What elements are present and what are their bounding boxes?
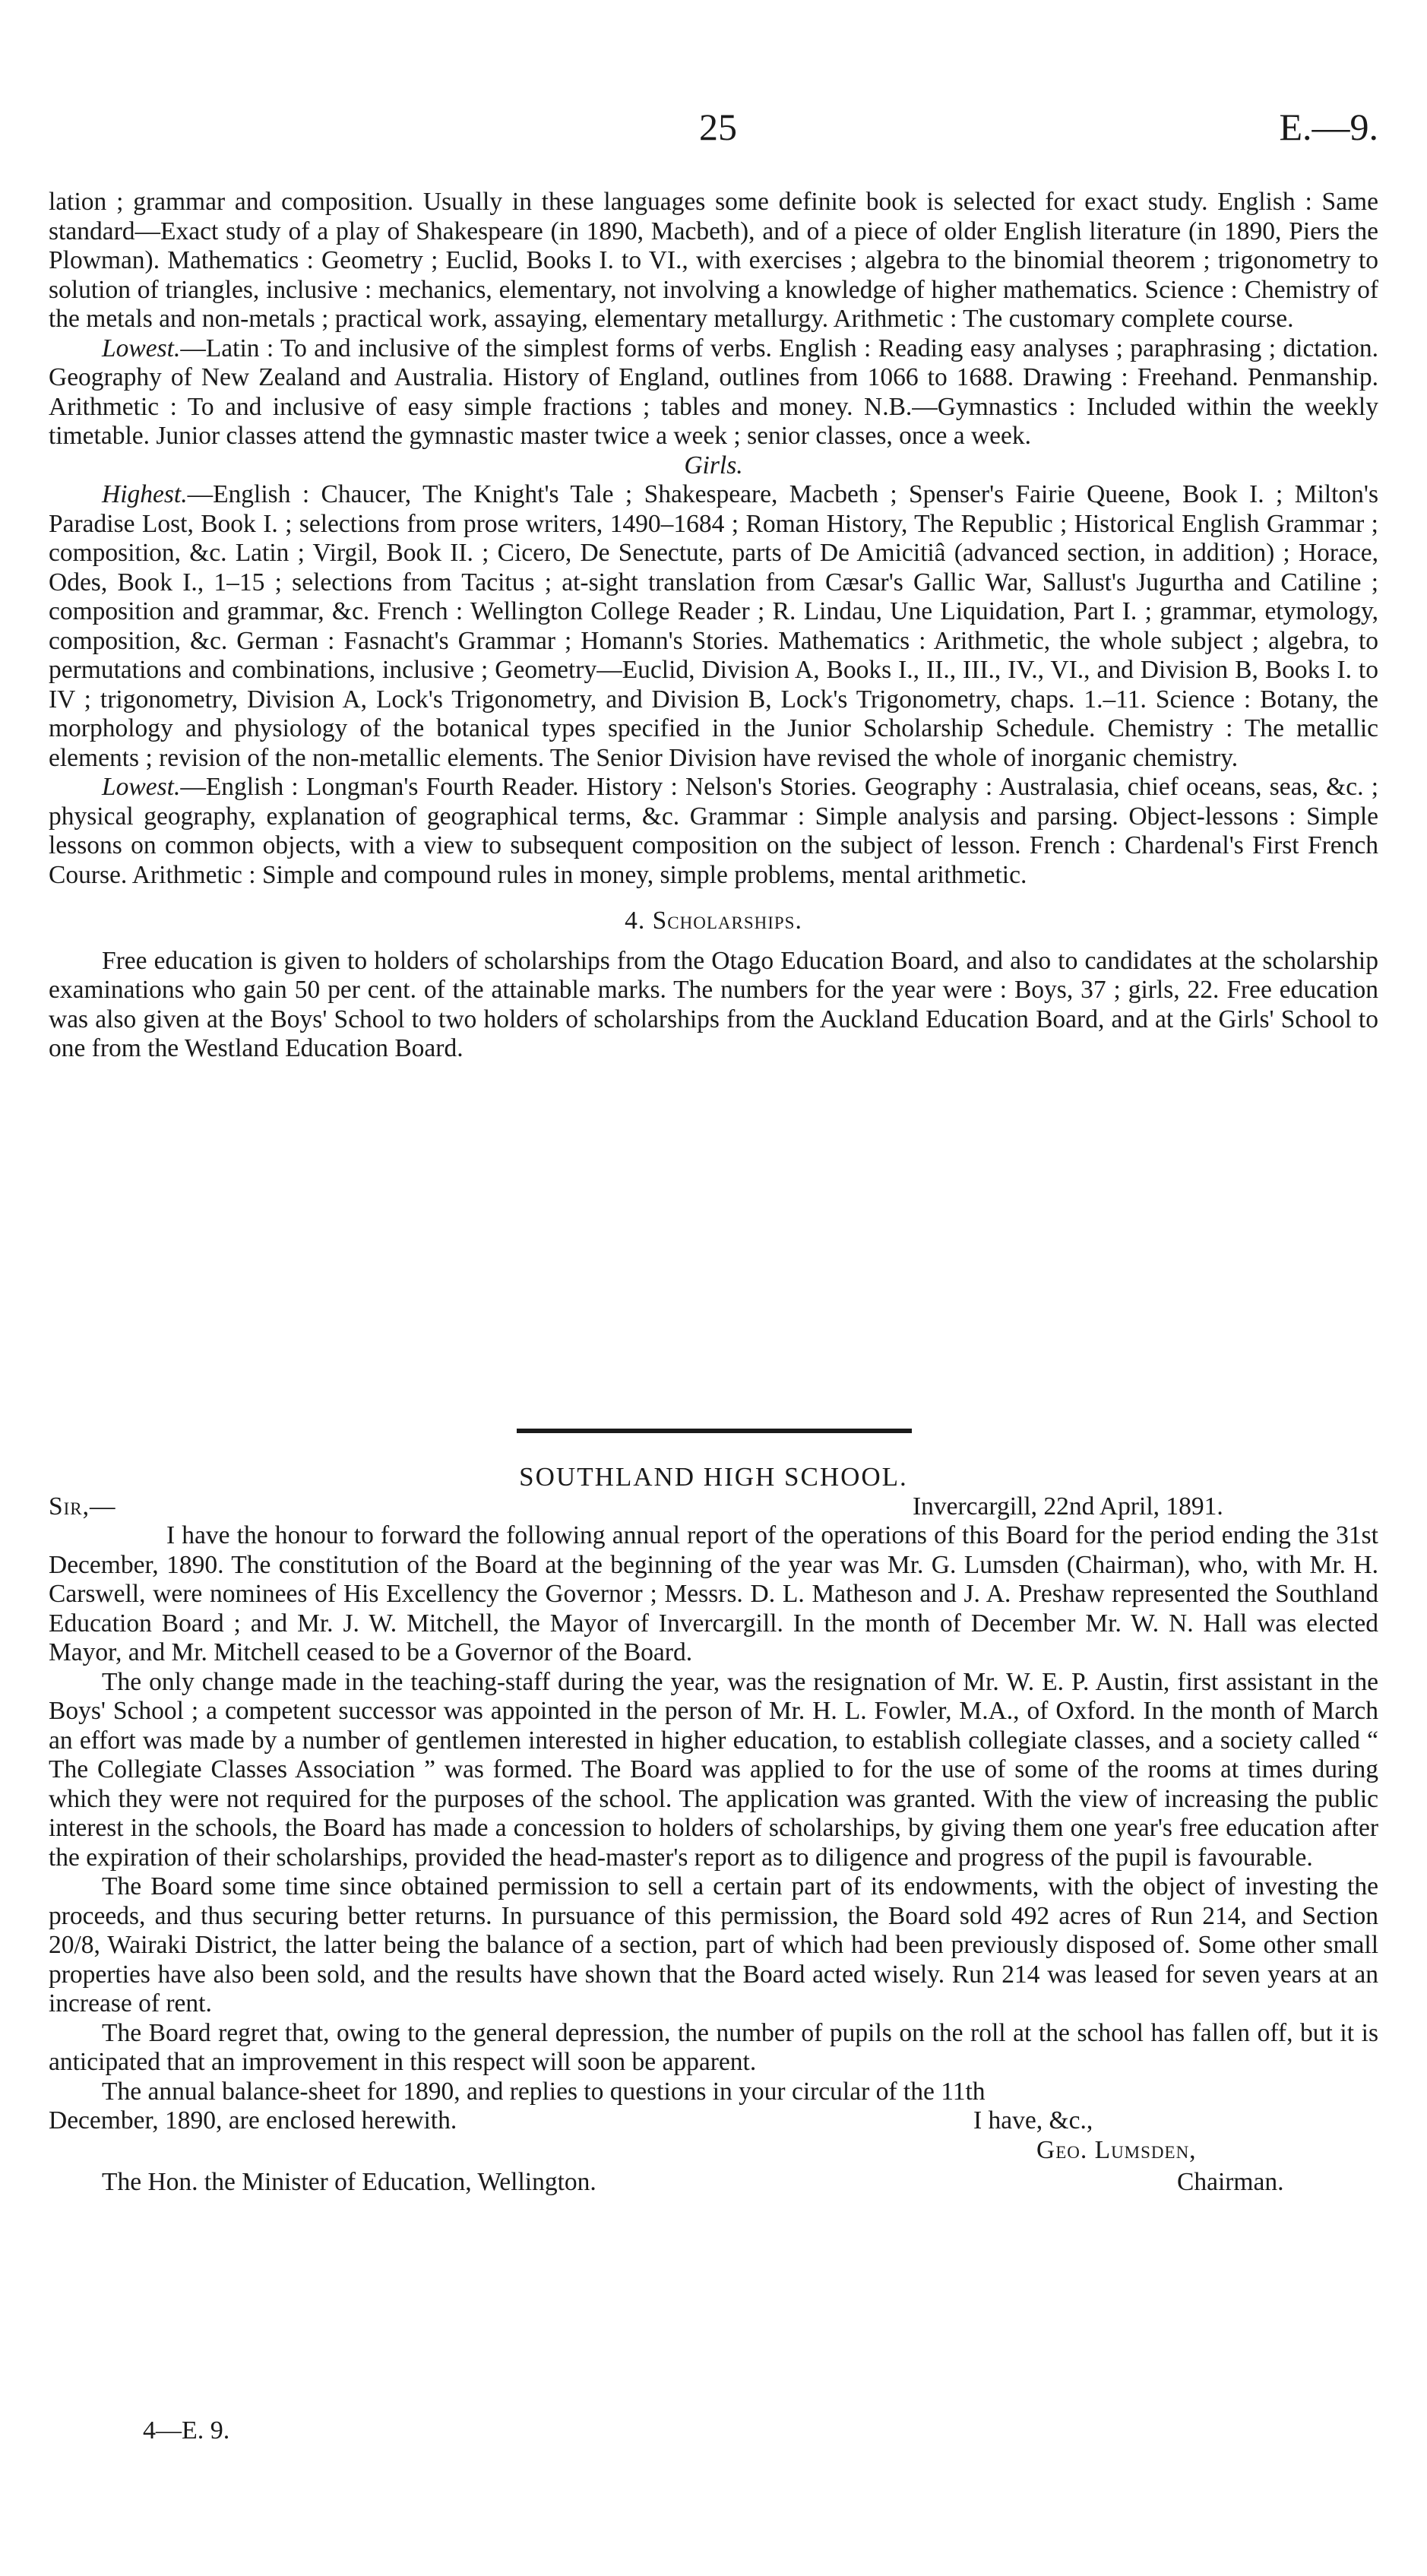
place-date: Invercargill, 22nd April, 1891. (913, 1492, 1223, 1521)
girls-heading (49, 451, 1378, 481)
letter-title: SOUTHLAND HIGH SCHOOL. (519, 1462, 908, 1492)
paragraph-girls-highest (49, 480, 1378, 773)
salutation-row (49, 1492, 1378, 1522)
lowest-label-girls: Lowest. (102, 773, 181, 801)
letter-paragraph-staff: The only change made in the teaching-staff during the year, was the resignation of Mr. W. E. P. Austin, first assistant in the Boys' School ; a competent successor was appointed in the person of Mr. H. L. Fowler, M.A., of Oxford. In the month of March an effort was made by a number of gentlemen interested in higher education, to establish collegiate classes, and a society called “ The Collegiate Classes Association ” was formed. The Board was applied to for the use of some of the rooms at times during which they were not required for the purposes of the school. The application was granted. With the view of increasing the public interest in the schools, the Board has made a concession to holders of scholarships, by giving them one year's free education after the expiration of their scholarships, provided the head-master's report as to diligence and progress of the pupil is favourable. (49, 1667, 1378, 1872)
salutation: Sir,— (49, 1492, 116, 1521)
letter-paragraph-balance-sheet: The annual balance-sheet for 1890, and replies to questions in your circular of the 11th (102, 2077, 986, 2106)
highest-label: Highest. (102, 480, 188, 508)
signature-mark: 4—E. 9. (143, 2416, 230, 2445)
signature-title: Chairman. (1177, 2168, 1284, 2196)
document-page (49, 0, 1378, 2576)
page-number: 25 (699, 106, 737, 148)
paragraph-scholarships: Free education is given to holders of scholarships from the Otago Education Board, and also to candidates at the scholarship examinations who gain 50 per cent. of the attainable marks. The numbers for the year were : Boys, 37 ; girls, 22. Free education was also given at the Boys' School to two holders of scholarships from the Auckland Education Board, and at the Girls' School to one from the Westland Education Board. (49, 946, 1378, 1062)
southland-letter (49, 1463, 1378, 2198)
paragraph-girls-lowest (49, 773, 1378, 890)
curriculum-section (49, 188, 1378, 1064)
paragraph-boys-lowest (49, 334, 1378, 451)
paragraph-boys-lowest-text: —Latin : To and inclusive of the simplest forms of verbs. English : Reading easy analyses ; paraphrasing ; dictation. Geography of New Zealand and Australia. History of England, outlines from 1066 to 1688. Drawing : Freehand. Penmanship. Arithmetic : To and inclusive of easy simple fractions ; tables and money. N.B.—Gymnastics : Included within the weekly timetable. Junior classes attend the gymnastic master twice a week ; senior classes, once a week. (49, 334, 1378, 450)
scholarships-heading: 4. Scholarships. (625, 907, 802, 935)
signature-row (49, 2136, 1378, 2166)
addressee: The Hon. the Minister of Education, Wellington. (102, 2168, 596, 2196)
closing: I have, &c., (973, 2106, 1093, 2135)
enclosed-line: December, 1890, are enclosed herewith. (49, 2106, 457, 2135)
paragraph-girls-highest-text: —English : Chaucer, The Knight's Tale ; Shakespeare, Macbeth ; Spenser's Fairie Queene, Book I. ; Milton's Paradise Lost, Book I. ; selections from prose writers, 1490–1684 ; Roman History, The Republic ; Historical English Grammar ; composition, &c. Latin ; Virgil, Book II. ; Cicero, De Senectute, parts of De Amicitiâ (advanced section, in addition) ; Horace, Odes, Book I., 1–15 ; selections from Tacitus ; at-sight translation from Cæsar's Gallic War, Sallust's Jugurtha and Catiline ; composition and grammar, &c. French : Wellington College Reader ; R. Lindau, Une Liquidation, Part I. ; grammar, etymology, composition, &c. German : Fasnacht's Grammar ; Homann's Stories. Mathematics : Arithmetic, the whole subject ; algebra, to permutations and combinations, inclusive ; Geometry—Euclid, Division A, Books I., II., III., IV., VI., and Division B, Books I. to IV ; trigonometry, Division A, Lock's Trigonometry, and Division B, Lock's Trigonometry, chaps. 1.–11. Science : Botany, the morphology and physiology of the botanical types specified in the Junior Scholarship Schedule. Chemistry : The metallic elements ; revision of the non-metallic elements. The Senior Division have revised the whole of inorganic chemistry. (49, 480, 1378, 772)
enclosed-row (49, 2106, 1378, 2136)
document-reference: E.—9. (1279, 106, 1378, 148)
signature: Geo. Lumsden, (1036, 2135, 1197, 2164)
letter-paragraph-constitution: I have the honour to forward the following annual report of the operations of this Board for the period ending the 31st December, 1890. The constitution of the Board at the beginning of the year was Mr. G. Lumsden (Chairman), who, with Mr. H. Carswell, were nominees of His Excellency the Governor ; Messrs. D. L. Matheson and J. A. Preshaw represented the Southland Education Board ; and Mr. J. W. Mitchell, the Mayor of Invercargill. In the month of December Mr. W. N. Hall was elected Mayor, and Mr. Mitchell ceased to be a Governor of the Board. (49, 1521, 1378, 1666)
girls-heading-text: Girls. (684, 451, 743, 479)
paragraph-senior-course: lation ; grammar and composition. Usually in these languages some definite book is selected for exact study. English : Same standard—Exact study of a play of Shakespeare (in 1890, Macbeth), and of a piece of older English literature (in 1890, Piers the Plowman). Mathematics : Geometry ; Euclid, Books I. to VI., with exercises ; algebra to the binomial theorem ; trigonometry to solution of triangles, inclusive : mechanics, elementary, not involving a knowledge of higher mathematics. Science : Chemistry of the metals and non-metals ; practical work, assaying, elementary metallurgy. Arithmetic : The customary complete course. (49, 188, 1378, 333)
letter-paragraph-roll: The Board regret that, owing to the general depression, the number of pupils on the roll at the school has fallen off, but it is anticipated that an improvement in this respect will soon be apparent. (49, 2018, 1378, 2076)
addressee-row (49, 2168, 1378, 2198)
section-divider (517, 1429, 912, 1433)
letter-paragraph-endowments: The Board some time since obtained permission to sell a certain part of its endowments, with the object of investing the proceeds, and thus securing better returns. In pursuance of this permission, the Board sold 492 acres of Run 214, and Section 20/8, Wairaki District, the latter being the balance of a section, part of which had been previously disposed of. Some other small properties have also been sold, and the results have shown that the Board acted wisely. Run 214 was leased for seven years at an increase of rent. (49, 1872, 1378, 2017)
lowest-label: Lowest. (102, 334, 181, 362)
paragraph-girls-lowest-text: —English : Longman's Fourth Reader. History : Nelson's Stories. Geography : Australasia, chief oceans, seas, &c. ; physical geography, explanation of geographical terms, &c. Grammar : Simple analysis and parsing. Object-lessons : Simple lessons on common objects, with a view to subsequent composition on the subject of lesson. French : Chardenal's First French Course. Arithmetic : Simple and compound rules in money, simple problems, mental arithmetic. (49, 773, 1378, 889)
